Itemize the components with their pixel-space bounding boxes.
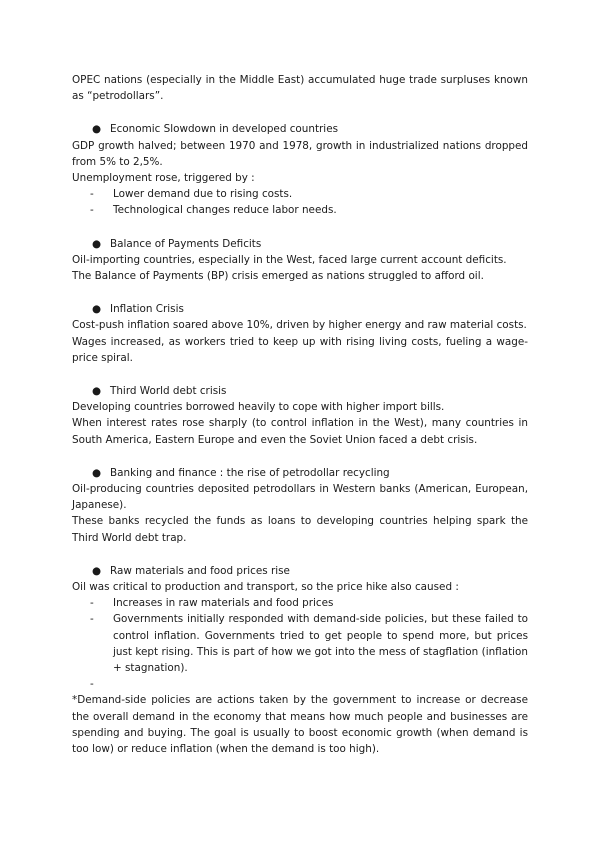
bullet-icon: ● (92, 303, 102, 316)
section-third-world-debt (72, 383, 528, 448)
list-item (90, 595, 528, 611)
heading-text: Balance of Payments Deficits (110, 237, 262, 250)
list-item (90, 186, 528, 202)
section-raw-materials (72, 563, 528, 757)
dash-list (72, 595, 528, 692)
paragraph: These banks recycled the funds as loans to developing countries helping spark the Third World debt trap. (72, 515, 528, 544)
paragraph: Oil was critical to production and transport, so the price hike also caused : (72, 581, 459, 594)
paragraph: The Balance of Payments (BP) crisis emerged as nations struggled to afford oil. (72, 270, 484, 283)
heading-text: Inflation Crisis (110, 303, 184, 316)
list-item-text: Technological changes reduce labor needs. (113, 204, 337, 217)
section-heading (72, 301, 528, 317)
section-heading (72, 121, 528, 137)
paragraph: GDP growth halved; between 1970 and 1978, growth in industrialized nations dropped from 5% to 2,5%. (72, 139, 528, 168)
dash-icon: - (90, 678, 94, 691)
list-item (90, 202, 528, 218)
paragraph: Oil-importing countries, especially in the West, faced large current account deficits. (72, 253, 507, 266)
paragraph: Developing countries borrowed heavily to cope with higher import bills. (72, 401, 445, 414)
paragraph: When interest rates rose sharply (to control inflation in the West), many countries in South America, Eastern Europe and even the Soviet Union faced a debt crisis. (72, 417, 528, 446)
bullet-icon: ● (92, 564, 102, 577)
heading-text: Third World debt crisis (110, 385, 227, 398)
heading-text: Banking and finance : the rise of petrodollar recycling (110, 466, 390, 479)
paragraph: Oil-producing countries deposited petrodollars in Western banks (American, European, Japanese). (72, 483, 528, 512)
section-balance-of-payments (72, 236, 528, 285)
dash-list (72, 186, 528, 218)
section-heading (72, 383, 528, 399)
section-banking-finance (72, 465, 528, 546)
list-item (90, 676, 528, 692)
section-heading (72, 236, 528, 252)
list-item-text: Governments initially responded with demand-side policies, but these failed to control inflation. Governments tried to get people to spend more, but prices just kept rising. This is part of how we got into the mess of stagflation (inflation + stagnation). (113, 613, 528, 675)
bullet-icon: ● (92, 466, 102, 479)
list-item-text: Increases in raw materials and food prices (113, 597, 334, 610)
heading-text: Economic Slowdown in developed countries (110, 123, 338, 136)
section-inflation-crisis (72, 301, 528, 366)
dash-icon: - (90, 188, 94, 201)
bullet-icon: ● (92, 385, 102, 398)
dash-icon: - (90, 204, 94, 217)
dash-icon: - (90, 613, 94, 626)
footnote-paragraph: *Demand-side policies are actions taken by the government to increase or decrease the overall demand in the economy that means how much people and businesses are spending and buying. The goal is usually to boost economic growth (when demand is too low) or reduce inflation (when the demand is too high). (72, 694, 528, 755)
intro-paragraph: OPEC nations (especially in the Middle East) accumulated huge trade surpluses known as “petrodollars”. (72, 74, 528, 103)
paragraph: Cost-push inflation soared above 10%, driven by higher energy and raw material costs. (72, 319, 527, 332)
section-heading (72, 465, 528, 481)
list-item (90, 611, 528, 676)
list-item-text: Lower demand due to rising costs. (113, 188, 293, 201)
bullet-icon: ● (92, 123, 102, 136)
section-heading (72, 563, 528, 579)
paragraph: Wages increased, as workers tried to keep up with rising living costs, fueling a wage-price spiral. (72, 335, 528, 364)
heading-text: Raw materials and food prices rise (110, 564, 290, 577)
bullet-icon: ● (92, 237, 102, 250)
paragraph: Unemployment rose, triggered by : (72, 172, 255, 185)
dash-icon: - (90, 597, 94, 610)
section-economic-slowdown (72, 121, 528, 218)
